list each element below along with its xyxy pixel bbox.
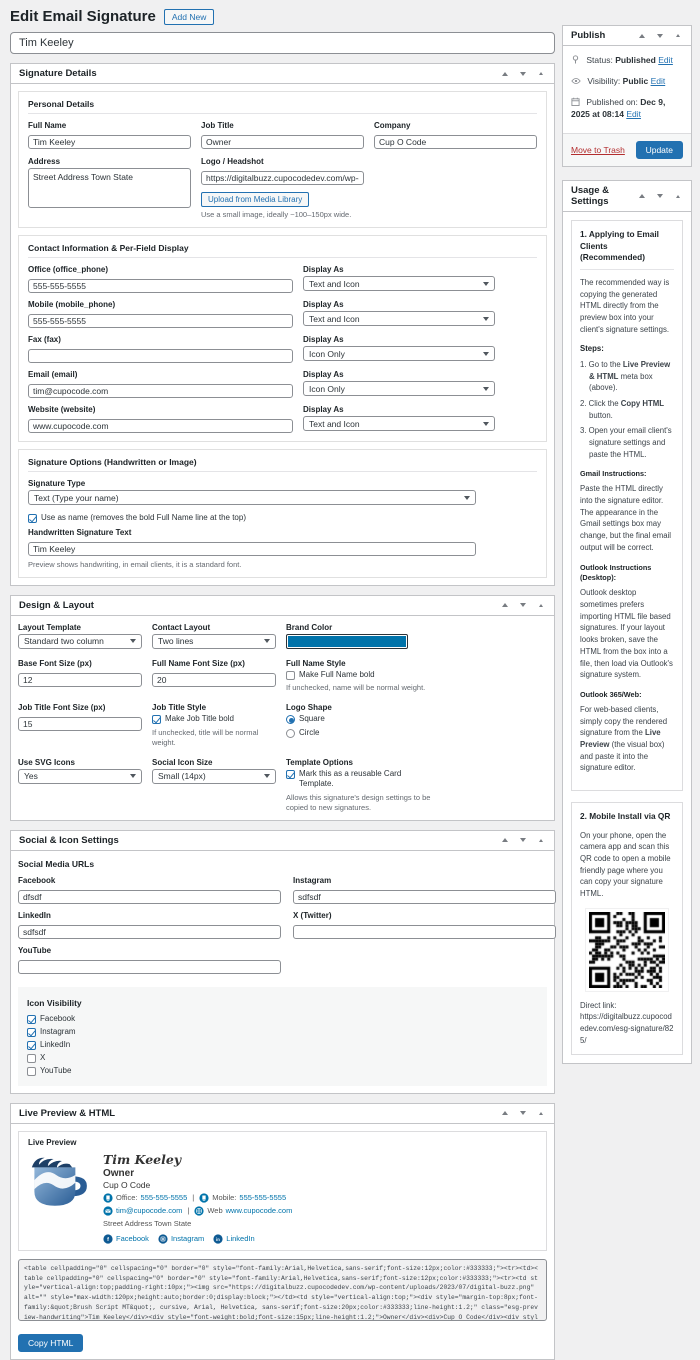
job-bold-option[interactable] [152,714,276,724]
circle-label: Circle [299,727,320,737]
linkedin-icon [213,1234,223,1244]
square-radio[interactable] [286,715,295,724]
published-on-row [571,96,683,122]
visibility-value: Public [622,75,649,86]
move-down-icon[interactable] [518,835,528,845]
job-bold-checkbox[interactable] [152,715,161,724]
chevron-down-icon [130,774,136,778]
chevron-down-icon [483,282,489,286]
svg-icons-group [18,758,142,813]
metabox-title: Publish [571,30,606,41]
use-as-name-option[interactable] [28,513,537,523]
web-text-label: Web [207,1206,223,1216]
logo-help-text: Use a small image, ideally ~100–150px wide. [201,210,352,219]
mobile-display-group [303,300,495,329]
icon-size-group [152,758,276,813]
display-as-label: Display As [303,300,344,310]
outlook-text: Outlook desktop sometimes prefers importing HTML file based signatures. If your layout looks broken, save the HTML from the box into a file, then load via Outlook's signature system. [580,588,673,680]
instagram-checkbox[interactable] [27,1028,36,1037]
section-heading: Contact Information & Per-Field Display [28,243,537,258]
toggle-panel-icon[interactable] [536,835,546,845]
icon-visibility-panel [18,987,547,1086]
website-label: Website (website) [28,405,96,415]
move-up-icon[interactable] [637,191,647,201]
youtube-field-group [18,946,281,975]
use-as-name-label: Use as name (removes the bold Full Name line at the top) [41,513,246,523]
layout-template-label: Layout Template [18,622,81,632]
outlook-heading: Outlook Instructions (Desktop): [580,562,652,583]
full-name-input[interactable] [28,135,191,149]
facebook-field-group [18,876,281,905]
instagram-icon [158,1234,168,1244]
youtube-input[interactable] [18,960,281,974]
o365-text: For web-based clients, simply copy the rendered signature from the Live Preview (the visual box) and paste it into the signature editor. [580,704,668,773]
metabox-title: Social & Icon Settings [19,834,119,846]
edit-published-link[interactable]: Edit [626,109,641,120]
visibility-row [571,75,683,88]
contact-info-section [18,235,547,442]
logo-shape-label: Logo Shape [286,703,332,713]
move-down-icon[interactable] [655,31,665,41]
email-display-group [303,370,495,399]
company-label: Company [374,121,411,130]
design-layout-metabox [10,595,555,821]
social-settings-metabox [10,830,555,1094]
signature-type-select[interactable]: Text (Type your name) [28,490,476,505]
publish-metabox [562,25,692,167]
office-display-group [303,265,495,294]
move-down-icon[interactable] [655,191,665,201]
circle-radio[interactable] [286,729,295,738]
job-title-label: Job Title [201,121,234,130]
icon-visibility-heading: Icon Visibility [27,997,82,1008]
logo-shape-group [286,703,436,748]
template-options-group [286,758,436,813]
live-preview-card [18,1131,547,1251]
facebook-label: Facebook [18,875,56,885]
address-textarea[interactable] [28,168,191,208]
section-heading: 1. Applying to Email Clients (Recommended) [580,229,674,270]
chevron-down-icon [464,496,470,500]
contact-layout-select[interactable]: Two lines [152,634,276,649]
globe-icon [194,1206,204,1216]
live-preview-metabox [10,1103,555,1360]
usage-settings-header[interactable] [563,181,691,212]
svg-text:in: in [216,1236,221,1242]
full-name-label: Full Name [28,121,67,130]
layout-template-select[interactable]: Standard two column [18,634,142,649]
toggle-panel-icon[interactable] [673,191,683,201]
mobile-icon [199,1193,209,1203]
social-settings-header[interactable] [11,831,554,851]
page-header [10,8,555,25]
logo-url-input[interactable] [201,171,364,185]
visibility-label: Visibility: [587,75,621,86]
instagram-social-link[interactable]: Instagram [158,1234,204,1244]
template-options-label: Template Options [286,757,353,767]
step-3: 3. Open your email client's signature settings and paste the HTML. [580,426,672,459]
x-field-group [293,911,556,940]
section-heading: 2. Mobile Install via QR [580,810,671,821]
design-layout-header[interactable] [11,596,554,616]
signature-type-label: Signature Type [28,479,86,489]
section-heading: Personal Details [28,99,537,114]
brand-color-group [286,623,436,649]
address-label: Address [28,157,61,166]
name-bold-checkbox[interactable] [286,671,295,680]
svg-icons-label: Use SVG Icons [18,757,75,767]
preview-job: Owner [103,1167,135,1179]
x-input[interactable] [293,925,556,939]
metabox-title: Design & Layout [19,599,94,611]
steps-label: Steps: [580,344,604,354]
name-style-label: Full Name Style [286,658,346,668]
brand-color-picker[interactable] [286,634,408,649]
email-field-group [28,370,293,399]
name-bold-option[interactable] [286,670,436,680]
social-urls-heading: Social Media URLs [18,858,95,869]
visibility-instagram-option[interactable]: Instagram [27,1027,538,1037]
move-down-icon[interactable] [518,600,528,610]
company-field-group [374,121,537,150]
live-preview-header[interactable] [11,1104,554,1124]
calendar-icon [571,97,580,106]
icon-size-label: Social Icon Size [152,757,213,767]
name-font-label: Full Name Font Size (px) [152,658,245,668]
name-font-input[interactable] [152,673,276,687]
phone-icon [103,1193,113,1203]
use-as-name-checkbox[interactable] [28,514,37,523]
fax-input[interactable] [28,349,293,363]
instagram-input[interactable] [293,890,556,904]
visibility-eye-icon [571,77,581,85]
direct-link-url: https://digitalbuzz.cupocodedev.com/esg-signature/825/ [580,1012,674,1045]
chevron-down-icon [264,639,270,643]
signature-preview: Tim Keeley Owner Cup O Code Office: 555-555-5555 | Mobile: 555-555-5555 tim@cupocode.com | Web www.cupocode.com Street Address Town State f Facebook Instagram in LinkedIn [103,1151,293,1244]
post-title-input[interactable] [10,32,555,54]
mobile-label: Mobile (mobile_phone) [28,300,116,310]
youtube-label: YouTube [18,945,52,955]
reusable-label: Mark this as a reusable Card Template. [299,768,402,789]
move-down-icon[interactable] [518,1108,528,1118]
live-preview-label: Live Preview [28,1137,77,1147]
contact-layout-label: Contact Layout [152,622,211,632]
step-1: 1. Go to the Live Preview & HTML meta box (above). [580,359,671,393]
status-row [571,54,683,67]
upload-media-button[interactable]: Upload from Media Library [201,192,309,207]
facebook-icon [103,1234,113,1244]
office-field-group [28,265,293,294]
logo-label: Logo / Headshot [201,157,264,166]
job-bold-label: Make Job Title bold [165,714,234,724]
x-checkbox[interactable] [27,1054,36,1063]
metabox-title: Live Preview & HTML [19,1107,116,1119]
email-label: Email (email) [28,370,78,380]
visibility-linkedin-option[interactable]: LinkedIn [27,1040,538,1050]
handwritten-help: Preview shows handwriting, in email clients, it is a standard font. [28,559,242,569]
chevron-down-icon [483,317,489,321]
update-button[interactable]: Update [636,141,683,159]
add-new-button[interactable]: Add New [164,9,215,25]
handwritten-label: Handwritten Signature Text [28,527,132,537]
name-style-group [286,659,436,694]
toggle-panel-icon[interactable] [536,69,546,79]
name-font-group [152,659,276,694]
fax-field-group [28,335,293,364]
reusable-help: Allows this signature's design settings to be copied to new signatures. [286,792,431,812]
office-text-label: Office: [116,1193,138,1203]
website-display-select[interactable]: Text and Icon [303,416,495,431]
signature-html-textarea[interactable] [18,1259,547,1321]
full-name-field-group [28,121,191,150]
fax-label: Fax (fax) [28,335,61,345]
edit-status-link[interactable]: Edit [658,55,673,65]
edit-visibility-link[interactable]: Edit [650,75,666,86]
qr-code [585,908,669,992]
mobile-field-group [28,300,293,329]
toggle-panel-icon[interactable] [536,1108,546,1118]
section-heading: Signature Options (Handwritten or Image) [28,457,537,472]
move-down-icon[interactable] [518,69,528,79]
office-label: Office (office_phone) [28,265,109,275]
base-font-label: Base Font Size (px) [18,658,92,668]
mobile-phone-link[interactable]: 555-555-5555 [239,1193,287,1203]
handwritten-input[interactable] [28,542,476,556]
linkedin-field-group [18,911,281,940]
svg-icons-select[interactable]: Yes [18,769,142,784]
fax-display-select[interactable]: Icon Only [303,346,495,361]
display-as-label: Display As [303,335,344,345]
logo-shape-square-option[interactable] [286,714,436,724]
job-title-input[interactable] [201,135,364,149]
step-2: 2. Click the Copy HTML button. [580,399,665,420]
x-label: X (Twitter) [293,910,332,920]
move-up-icon[interactable] [637,31,647,41]
linkedin-input[interactable] [18,925,281,939]
move-up-icon[interactable] [500,835,510,845]
mobile-display-select[interactable]: Text and Icon [303,311,495,326]
chevron-down-icon [264,774,270,778]
move-up-icon[interactable] [500,600,510,610]
svg-text:f: f [107,1236,109,1243]
intro-text: The recommended way is copying the generated HTML directly from the preview box into your client's signature settings. [580,277,670,334]
signature-details-header[interactable] [11,64,554,84]
job-font-input[interactable] [18,717,142,731]
brand-color-label: Brand Color [286,622,333,632]
preview-address: Street Address Town State [103,1218,192,1228]
move-to-trash-link[interactable]: Move to Trash [571,145,625,155]
reusable-checkbox[interactable] [286,770,295,779]
visibility-youtube-option[interactable]: YouTube [27,1066,538,1076]
name-bold-label: Make Full Name bold [299,669,375,679]
move-up-icon[interactable] [500,1108,510,1118]
mobile-qr-section [571,802,683,1055]
direct-link-label: Direct link: [580,1000,617,1010]
instagram-label: Instagram [293,875,332,885]
linkedin-checkbox[interactable] [27,1041,36,1050]
job-font-label: Job Title Font Size (px) [18,703,106,713]
contact-layout-group [152,623,276,649]
facebook-social-link[interactable]: f Facebook [103,1234,149,1244]
signature-details-metabox [10,63,555,586]
company-input[interactable] [374,135,537,149]
visibility-x-option[interactable]: X [27,1053,538,1063]
job-title-field-group [201,121,364,150]
preview-name: Tim Keeley [103,1151,182,1167]
office-phone-link[interactable]: 555-555-5555 [140,1193,188,1203]
email-display-select[interactable]: Icon Only [303,381,495,396]
email-clients-section [571,220,683,791]
logo-field-group [201,157,364,220]
main-column [10,8,555,1360]
qr-instructions: On your phone, open the camera app and scan this QR code to open a mobile friendly page where you can copy your signature HTML. [580,830,671,898]
website-input[interactable] [28,419,293,433]
chevron-down-icon [483,422,489,426]
base-font-input[interactable] [18,673,142,687]
signature-options-section [18,449,547,578]
office-input[interactable] [28,279,293,293]
icon-size-select[interactable]: Small (14px) [152,769,276,784]
chevron-down-icon [483,352,489,356]
website-display-group [303,405,495,434]
page-title: Edit Email Signature [10,8,156,25]
published-label: Published on: [586,96,638,107]
logo-shape-circle-option[interactable] [286,728,436,738]
brand-color-swatch [288,636,406,647]
gmail-heading: Gmail Instructions: [580,469,647,479]
website-link[interactable]: www.cupocode.com [225,1206,293,1216]
linkedin-label: LinkedIn [18,910,51,920]
name-style-help: If unchecked, name will be normal weight. [286,683,426,693]
job-style-group [152,703,276,748]
address-field-group [28,157,191,220]
move-up-icon[interactable] [500,69,510,79]
mobile-text-label: Mobile: [212,1193,237,1203]
mobile-input[interactable] [28,314,293,328]
o365-heading: Outlook 365/Web: [580,689,642,699]
display-as-label: Display As [303,265,344,275]
layout-template-group [18,623,142,649]
personal-details-section [18,91,547,228]
toggle-panel-icon[interactable] [673,31,683,41]
display-as-label: Display As [303,370,344,380]
email-input[interactable] [28,384,293,398]
publish-header[interactable] [563,26,691,46]
linkedin-social-link[interactable]: in LinkedIn [213,1234,254,1244]
published-value: Dec 9, 2025 at 08:14 [571,96,666,120]
status-pin-icon [571,55,580,64]
job-style-help: If unchecked, title will be normal weight. [152,727,259,747]
base-font-group [18,659,142,694]
copy-html-button[interactable]: Copy HTML [18,1334,83,1352]
email-icon [103,1206,113,1216]
visibility-facebook-option[interactable]: Facebook [27,1014,538,1024]
usage-settings-metabox [562,180,692,1064]
job-font-group [18,703,142,748]
reusable-option[interactable] [286,769,436,790]
status-label: Status: [586,55,613,65]
chevron-down-icon [483,387,489,391]
toggle-panel-icon[interactable] [536,600,546,610]
website-field-group [28,405,293,434]
display-as-label: Display As [303,405,344,415]
square-label: Square [299,714,325,724]
preview-company: Cup O Code [103,1179,151,1190]
job-style-label: Job Title Style [152,703,207,713]
company-logo [28,1152,92,1216]
email-link[interactable]: tim@cupocode.com [116,1206,183,1216]
gmail-text: Paste the HTML directly into the signature editor. The appearance in the Gmail settings box may change, but the final email output will be correct. [580,484,672,552]
office-display-select[interactable]: Text and Icon [303,276,495,291]
status-value: Published [615,55,656,65]
fax-display-group [303,335,495,364]
metabox-title: Signature Details [19,68,97,79]
chevron-down-icon [130,639,136,643]
youtube-checkbox[interactable] [27,1067,36,1076]
facebook-checkbox[interactable] [27,1015,36,1024]
instagram-field-group [293,876,556,905]
sidebar [562,25,692,1077]
facebook-input[interactable] [18,890,281,904]
metabox-title: Usage & Settings [571,185,610,207]
